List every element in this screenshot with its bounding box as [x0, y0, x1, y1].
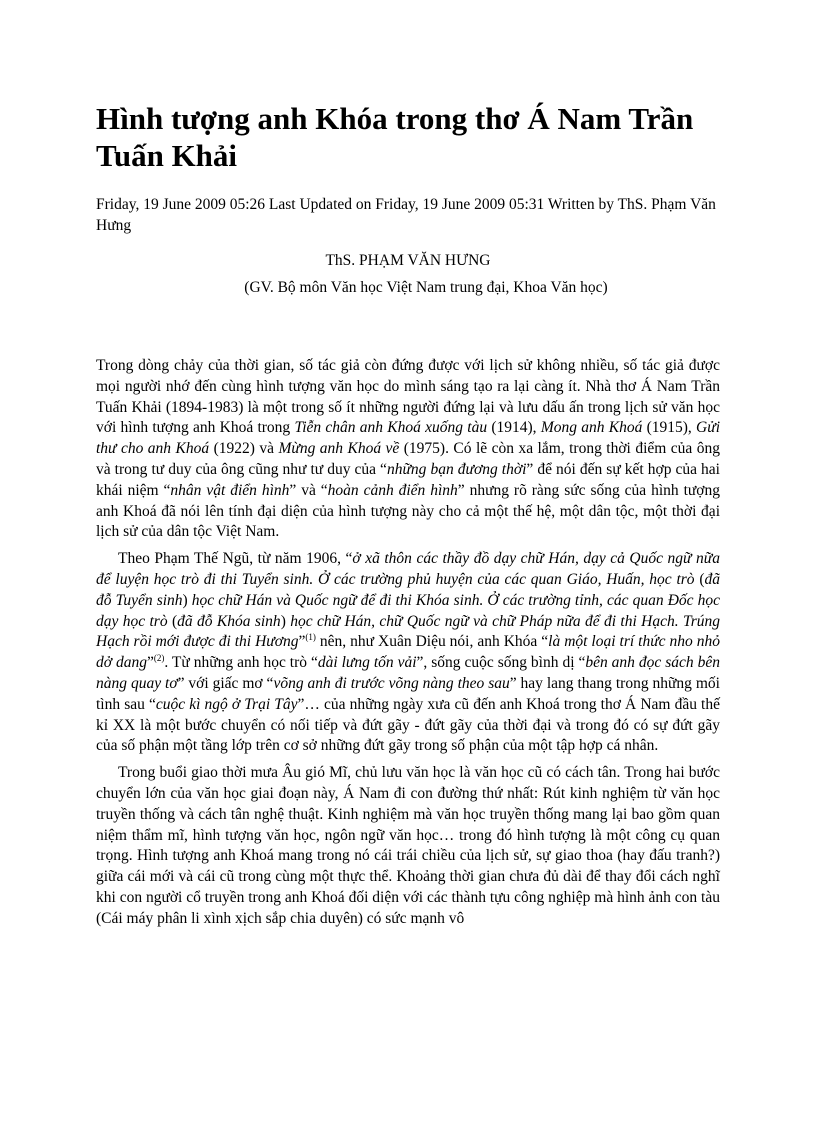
quote: những bạn đương thời: [386, 460, 527, 478]
paragraph-1: [96, 356, 720, 543]
quote: dài lưng tốn vải: [317, 654, 417, 672]
footnote-ref-2: (2): [153, 653, 165, 664]
quote: cuộc kì ngộ ở Trại Tây: [155, 695, 298, 713]
work-title: Tiễn chân anh Khoá xuống tàu: [294, 419, 488, 437]
text-run: ”… của những ngày xưa cũ đến anh Khoá trong thơ Á Nam đầu thế kỉ XX là một bước chuyển có nối tiếp và đứt gãy - đứt gãy của thời đại và trong đó có sự đứt gãy của số phận một tầng lớp trên cơ sở những đứt gãy trong số phận của một tập hợp cá nhân.: [96, 695, 720, 755]
text-run: ” để nói đến sự kết hợp của hai khái niệm “: [96, 460, 720, 499]
text-run: (1922) và: [209, 440, 279, 458]
document-page: [96, 100, 720, 936]
quote: nhân vật điển hình: [170, 481, 290, 499]
text-run: ” với giấc mơ “: [177, 674, 274, 692]
text-run: Theo Phạm Thế Ngũ, từ năm 1906, “: [118, 550, 353, 568]
page-title: Hình tượng anh Khóa trong thơ Á Nam Trần Tuấn Khải: [96, 101, 694, 173]
text-run: (1914),: [487, 419, 541, 437]
work-title: Gửi thư cho anh Khoá: [96, 419, 721, 458]
paragraph-3: Trong buổi giao thời mưa Âu gió Mĩ, chủ lưu văn học là văn học cũ có cách tân. Trong hai bước chuyển lớn của văn học giai đoạn này, Á Nam đi con đường thứ nhất: Rút kinh nghiệm từ văn học truyền thống và cách tân nghệ thuật. Kinh nghiệm mà văn học truyền thống mang lại bao gồm quan niệm thẩm mĩ, hình tượng văn học, ngôn ngữ văn học… trong đó hình tượng là một công cụ quan trọng. Hình tượng anh Khoá mang trong nó cái trái chiều của lịch sử, sự giao thoa (hay đấu tranh?) giữa cái mới và cái cũ trong cùng một thực thể. Khoảng thời gian chưa đủ dài để thay đổi cách nghĩ khi con người cổ truyền trong anh Khoá đối diện với các thành tựu công nghiệp mà hình ảnh con tàu (Cái máy phân li xình xịch sắp chia duyên) có sức mạnh vô: [96, 764, 720, 927]
text-run: ”: [146, 654, 154, 672]
work-title: Mong anh Khoá: [540, 419, 643, 437]
quote: học chữ Hán, chữ Quốc ngữ và chữ Pháp nữa để đi thi Hạch. Trúng Hạch rồi mới được đi thi Hương: [96, 612, 720, 651]
quote: là một loại trí thức nho nhỏ dở dang: [96, 633, 720, 672]
text-run: Trong dòng chảy của thời gian, số tác giả còn đứng được với lịch sử không nhiều, số tác giả được mọi người nhớ đến cùng hình tượng văn học do mình sáng tạo ra lại càng ít. Nhà thơ Á Nam Trần Tuấn Khải (1894-1983) là một trong số ít những người đứng lại và lưu dấu ấn trong lịch sử văn học với hình tượng anh Khoá trong: [96, 357, 720, 437]
quote: hoàn cảnh điển hình: [327, 481, 458, 499]
author-affiliation: (GV. Bộ môn Văn học Việt Nam trung đại, Khoa Văn học): [244, 279, 608, 296]
quote: ở xã thôn các thầy đồ dạy chữ Hán, dạy cả Quốc ngữ nữa để luyện học trò đi thi Tuyển sinh. Ở các trường phủ huyện của các quan Giáo, Huấn, học trò: [96, 550, 720, 588]
article-meta: Friday, 19 June 2009 05:26 Last Updated on Friday, 19 June 2009 05:31 Written by ThS. Phạm Văn Hưng: [96, 196, 716, 234]
paragraph-2: [96, 549, 720, 757]
work-title: Mừng anh Khoá về: [278, 440, 400, 458]
text-run: ): [182, 591, 192, 609]
text-run: ): [280, 612, 291, 630]
author-name: ThS. PHẠM VĂN HƯNG: [325, 252, 491, 269]
article-body: [96, 356, 720, 930]
quote: bên anh đọc sách bên nàng quay tơ: [96, 654, 720, 692]
quote: võng anh đi trước võng nàng theo sau: [273, 674, 510, 692]
text-run: ” hay lang thang trong những mối tình sau “: [96, 674, 720, 713]
text-run: (1975). Có lẽ còn xa lắm, trong thời điểm của ông và trong tư duy của ông cũng như tư duy của “: [96, 440, 720, 478]
text-run: (: [167, 612, 178, 630]
text-run: (: [694, 570, 705, 588]
text-run: ”, sống cuộc sống bình dị “: [416, 654, 586, 672]
quote: đã đỗ Khóa sinh: [177, 612, 281, 630]
footnote-ref-1: (1): [305, 632, 316, 643]
text-run: ”: [298, 633, 306, 651]
text-run: . Từ những anh học trò “: [164, 654, 318, 672]
text-run: nên, như Xuân Diệu nói, anh Khóa “: [315, 633, 549, 651]
text-run: (1915),: [642, 419, 697, 437]
quote: đã đỗ Tuyển sinh: [96, 570, 720, 609]
quote: học chữ Hán và Quốc ngữ để đi thi Khóa sinh. Ở các trường tỉnh, các quan Đốc học dạy học trò: [96, 591, 720, 630]
text-run: ” nhưng rõ ràng sức sống của hình tượng anh Khoá đã nói lên tính đại diện của hình tượng này cho cả một thế hệ, một dân tộc, một thời đại lịch sử của dân tộc Việt Nam.: [96, 481, 721, 541]
text-run: ” và “: [289, 481, 328, 499]
